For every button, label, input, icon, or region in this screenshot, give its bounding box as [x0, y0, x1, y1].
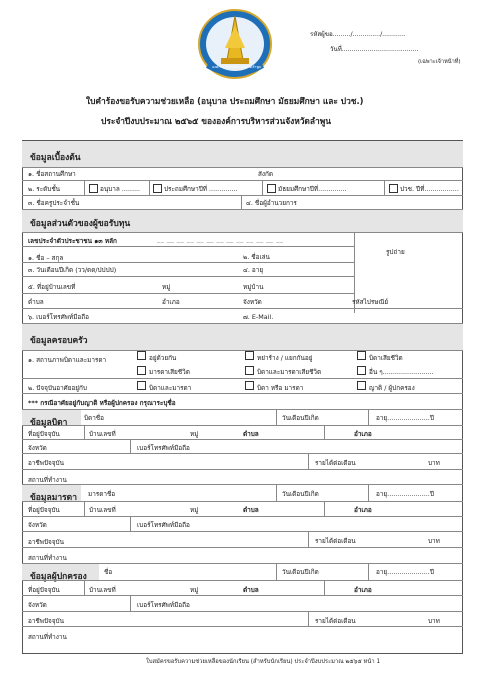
guardian-baht-label: บาท: [428, 617, 440, 625]
mother-moo-label: หมู่: [190, 506, 199, 514]
form-date: วันที่.......................................: [330, 46, 419, 53]
live-both-parents-label: บิดาและมารดา: [149, 384, 192, 392]
guardian-dob-label: วันเดือนปีเกิด: [282, 568, 319, 576]
status-other-checkbox[interactable]: [357, 366, 366, 375]
mother-name-label: มารดาชื่อ: [88, 490, 116, 498]
status-together-label: อยู่ด้วยกัน: [149, 354, 177, 362]
page-title: ใบคำร้องขอรับความช่วยเหลือ (อนุบาล ประถมศึกษา มัธยมศึกษา และ ปวช.): [86, 96, 364, 106]
mother-phone-label: เบอร์โทรศัพท์มือถือ: [137, 521, 190, 529]
mother-dob-label: วันเดือนปีเกิด: [282, 490, 319, 498]
father-title: ข้อมูลบิดา: [30, 418, 68, 428]
live-one-parent-label: บิดา หรือ มารดา: [257, 384, 304, 392]
mother-age-label: อายุ.....................ปี: [376, 490, 434, 498]
guardian-phone-label: เบอร์โทรศัพท์มือถือ: [137, 601, 190, 609]
father-address-label: ที่อยู่ปัจจุบัน: [28, 430, 60, 438]
father-job-label: อาชีพปัจจุบัน: [28, 459, 64, 467]
amphoe-label: อำเภอ: [162, 298, 180, 306]
father-dob-label: วันเดือนปีเกิด: [282, 414, 319, 422]
guardian-tambon-label: ตำบล: [243, 586, 259, 594]
page-footer: ใบสมัครขอรับความช่วยเหลือของนักเรียน (สำหรับนักเรียน) ประจำปีงบประมาณ ๒๕๖๕ หน้า 1: [146, 659, 381, 665]
guardian-job-label: อาชีพปัจจุบัน: [28, 617, 64, 625]
guardian-income-label: รายได้ต่อเดือน: [315, 617, 356, 625]
guardian-province-label: จังหวัด: [28, 601, 47, 609]
page-subtitle: ประจำปีงบประมาณ ๒๕๖๕ ขององค์การบริหารส่วนจังหวัดลำพูน: [101, 116, 331, 126]
guardian-title: ข้อมูลผู้ปกครอง: [30, 572, 87, 582]
age-label: ๔. อายุ: [243, 266, 264, 274]
level-secondary-checkbox[interactable]: [267, 184, 276, 193]
father-moo-label: หมู่: [190, 430, 199, 438]
mother-tambon-label: ตำบล: [243, 506, 259, 514]
id-label: เลขประจำตัวประชาชน ๑๓ หลัก: [28, 237, 117, 245]
seal-caption: องค์การบริหารส่วนจังหวัดลำพูน: [212, 65, 262, 69]
status-divorced-label: หย่าร้าง / แยกกันอยู่: [257, 354, 313, 362]
guardian-name-label: ชื่อ: [104, 568, 113, 576]
live-relative-label: ญาติ / ผู้ปกครอง: [369, 384, 415, 392]
tambon-label: ตำบล: [28, 298, 44, 306]
father-work-label: สถานที่ทำงาน: [28, 476, 67, 484]
section-basic-info-header: [22, 141, 463, 167]
principal-label: ๔. ชื่อผู้อำนวยการ: [246, 199, 297, 207]
affiliation-label: สังกัด: [258, 170, 274, 178]
village-label: หมู่บ้าน: [243, 283, 264, 291]
zip-label: รหัสไปรษณีย์: [352, 298, 389, 306]
mother-province-label: จังหวัด: [28, 521, 47, 529]
live-both-parents-checkbox[interactable]: [137, 381, 146, 390]
id-number-boxes[interactable]: __ __ __ __ __ __ __ __ __ __ __ __ __: [157, 235, 284, 243]
mother-address-label: ที่อยู่ปัจจุบัน: [28, 506, 60, 514]
name-label: ๑. ชื่อ – สกุล: [28, 254, 64, 262]
province-label: จังหวัด: [243, 298, 262, 306]
father-age-label: อายุ.....................ปี: [376, 414, 434, 422]
level-kindergarten-label: อนุบาล .........: [100, 185, 141, 193]
level-primary-checkbox[interactable]: [153, 184, 162, 193]
guardian-moo-label: หมู่: [190, 586, 199, 594]
father-baht-label: บาท: [428, 459, 440, 467]
level-secondary-label: มัธยมศึกษาปีที่..............: [278, 185, 347, 193]
teacher-label: ๓. ชื่อครูประจำชั้น: [28, 199, 80, 207]
mother-income-label: รายได้ต่อเดือน: [315, 537, 356, 545]
level-vocational-label: ปวช. ปีที่.................: [400, 185, 459, 193]
living-with-label: ๒. ปัจจุบันอาศัยอยู่กับ: [28, 384, 87, 392]
father-tambon-label: ตำบล: [243, 430, 259, 438]
status-father-deceased-label: บิดาเสียชีวิต: [369, 354, 403, 362]
section-personal-title: ข้อมูลส่วนตัวของผู้ขอรับทุน: [30, 219, 131, 229]
moo-label: หมู่: [162, 283, 171, 291]
father-province-label: จังหวัด: [28, 444, 47, 452]
section-family-header: [22, 324, 463, 350]
email-label: ๗. E-Mail.: [243, 313, 274, 321]
father-name-label: บิดาชื่อ: [84, 414, 104, 422]
school-label: ๑. ชื่อสถานศึกษา: [28, 170, 76, 178]
level-label: ๒. ระดับชั้น: [28, 185, 61, 193]
guardian-work-label: สถานที่ทำงาน: [28, 633, 67, 641]
live-relative-checkbox[interactable]: [357, 381, 366, 390]
address-label: ๕. ที่อยู่บ้านเลขที่: [28, 283, 76, 291]
status-divorced-checkbox[interactable]: [245, 351, 254, 360]
level-kindergarten-checkbox[interactable]: [89, 184, 98, 193]
status-other-label: อื่น ๆ.........................: [369, 368, 434, 376]
photo-label: รูปถ่าย: [386, 248, 405, 256]
guardian-address-label: ที่อยู่ปัจจุบัน: [28, 586, 60, 594]
section-basic-info-title: ข้อมูลเบื้องต้น: [30, 153, 81, 163]
live-one-parent-checkbox[interactable]: [245, 381, 254, 390]
mother-job-label: อาชีพปัจจุบัน: [28, 538, 64, 546]
mother-amphoe-label: อำเภอ: [354, 506, 372, 514]
mother-baht-label: บาท: [428, 537, 440, 545]
guardian-house-label: บ้านเลขที่: [89, 586, 116, 594]
dob-label: ๓. วันเดือนปีเกิด (วว/ดด/ปปปป): [28, 266, 117, 274]
nickname-label: ๒. ชื่อเล่น: [243, 253, 270, 261]
status-father-deceased-checkbox[interactable]: [357, 351, 366, 360]
staff-note: (เฉพาะเจ้าหน้าที่): [418, 59, 461, 65]
parent-status-label: ๑. สถานภาพบิดาและมารดา: [28, 356, 107, 364]
section-family-title: ข้อมูลครอบครัว: [30, 336, 88, 346]
guardian-age-label: อายุ.....................ปี: [376, 568, 434, 576]
status-both-deceased-label: บิดาและมารดาเสียชีวิต: [257, 368, 322, 376]
father-income-label: รายได้ต่อเดือน: [315, 459, 356, 467]
guardian-amphoe-label: อำเภอ: [354, 586, 372, 594]
level-primary-label: ประถมศึกษาปีที่ ..............: [164, 185, 238, 193]
father-amphoe-label: อำเภอ: [354, 430, 372, 438]
father-phone-label: เบอร์โทรศัพท์มือถือ: [137, 444, 190, 452]
status-mother-deceased-checkbox[interactable]: [137, 366, 146, 375]
status-mother-deceased-label: มารดาเสียชีวิต: [149, 368, 190, 376]
form-number: รหัสผู้ขอ........./............../............: [310, 31, 406, 38]
status-together-checkbox[interactable]: [137, 351, 146, 360]
mother-work-label: สถานที่ทำงาน: [28, 554, 67, 562]
phone-label: ๖. เบอร์โทรศัพท์มือถือ: [28, 313, 89, 321]
level-vocational-checkbox[interactable]: [389, 184, 398, 193]
mother-title: ข้อมูลมารดา: [30, 493, 77, 503]
mother-house-label: บ้านเลขที่: [89, 506, 116, 514]
father-house-label: บ้านเลขที่: [89, 430, 116, 438]
guardian-note: *** กรณีอาศัยอยู่กับญาติ หรือผู้ปกครอง กรุณาระบุชื่อ: [28, 399, 176, 407]
status-both-deceased-checkbox[interactable]: [245, 366, 254, 375]
